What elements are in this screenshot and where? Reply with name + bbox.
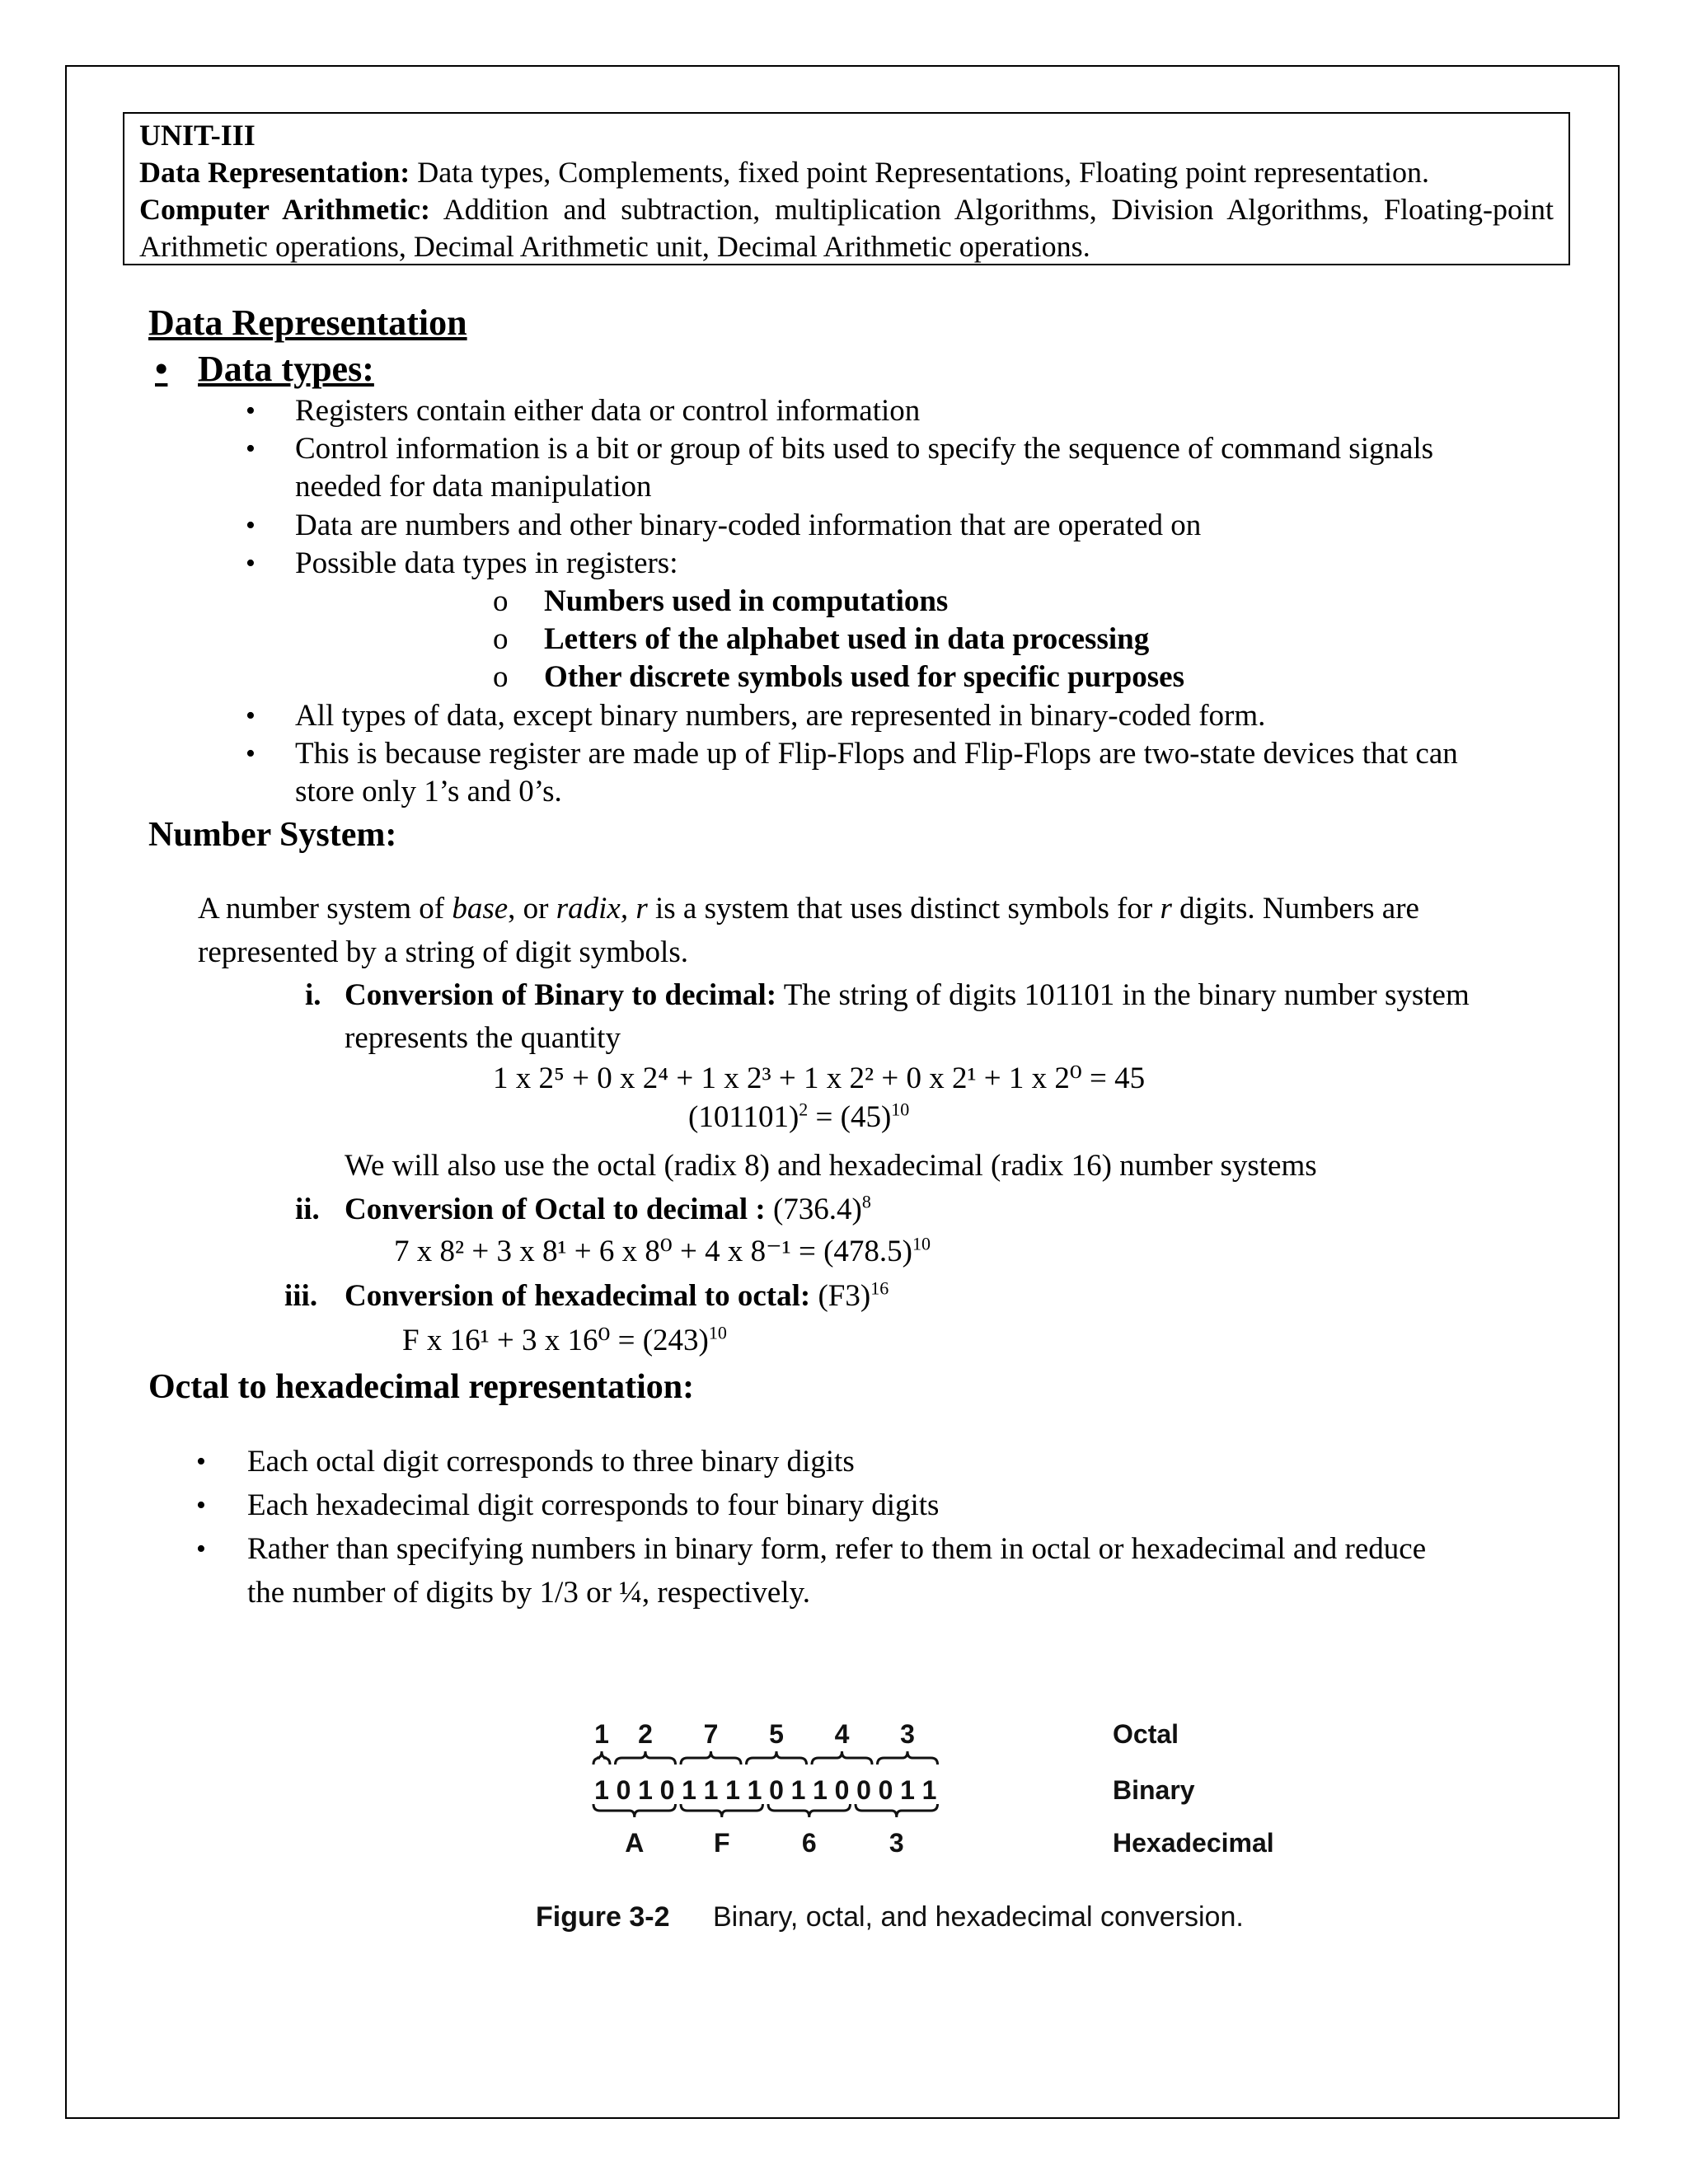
equation-binary-expansion: 1 x 2⁵ + 0 x 2⁴ + 1 x 2³ + 1 x 2² + 0 x 2¹ + 1 x 2⁰ = 45 [493,1062,1146,1095]
section-heading-number-system: Number System: [148,816,397,854]
sub-list-marker: o [493,584,509,618]
hex-digit: 6 [801,1828,817,1858]
row-label-hexadecimal: Hexadecimal [1113,1828,1274,1858]
binary-digit: 1 [725,1775,740,1805]
binary-digit: 0 [878,1775,893,1805]
list-item-continued: needed for data manipulation [295,470,652,504]
list-item-continued: the number of digits by 1/3 or ¼, respectively. [247,1576,810,1610]
list-item: This is because register are made up of Flip-Flops and Flip-Flops are two-state devices that can [295,737,1458,771]
octal-brace [616,1751,676,1765]
octal-to-decimal-item: Conversion of Octal to decimal : $(736.4)^8$ [345,1191,871,1226]
list-item: Rather than specifying numbers in binary form, refer to them in octal or hexadecimal and reduce [247,1532,1427,1566]
sub-list-marker: o [493,622,509,656]
bullet: • [246,510,256,541]
octal-digit: 7 [703,1719,719,1749]
octal-digit: 3 [900,1719,915,1749]
binary-digit: 1 [813,1775,828,1805]
binary-digit: 1 [703,1775,719,1805]
bullet: • [196,1446,206,1477]
hex-to-octal-item: Conversion of hexadecimal to octal: $(F3)^{16}$ [345,1277,889,1313]
octal-digit: 5 [769,1719,784,1749]
binary-digit: 0 [856,1775,871,1805]
octal-digit: 4 [834,1719,850,1749]
computer-arithmetic-summary [139,191,1554,265]
octal-digit: 2 [638,1719,653,1749]
bullet: • [155,349,168,389]
dr-text: Data types, Complements, fixed point Representations, Floating point representation. [410,156,1430,189]
sub-list-item: Other discrete symbols used for specific purposes [544,660,1184,694]
binary-to-decimal-item: Conversion of Binary to decimal: The string of digits 101101 in the binary number system [345,978,1470,1012]
dr-label: Data Representation: [139,156,410,189]
bullet: • [246,548,256,579]
binary-digit: 0 [769,1775,784,1805]
hex-brace [856,1804,938,1817]
figure-caption-label: Figure 3-2 [536,1901,670,1933]
hex-brace [768,1804,851,1817]
hex-digit: A [625,1828,645,1858]
section-heading-data-representation: Data Representation [148,302,467,343]
sub-list-marker: o [493,660,509,694]
binary-digit: 1 [900,1775,915,1805]
row-label-binary: Binary [1113,1775,1195,1805]
sub-heading-data-types: Data types: [198,349,374,389]
list-item: Each octal digit corresponds to three binary digits [247,1445,855,1479]
bullet: • [196,1534,206,1564]
octal-brace [878,1751,938,1765]
binary-digit: 1 [682,1775,696,1805]
data-representation-summary [139,154,1554,191]
octal-brace [681,1751,741,1765]
octal-brace [593,1751,610,1765]
conversion-figure [536,1710,1319,1949]
bullet: • [246,701,256,731]
binary-to-decimal-item-line2: represents the quantity [345,1021,621,1055]
equation-octal-expansion: 7 x 8² + 3 x 8¹ + 6 x 8⁰ + 4 x $8^{-1} = (478.5)^{10}$ [394,1233,931,1268]
equation-hex-expansion: F x 16¹ + 3 x $16^0 = (243)^{10}$ [402,1322,727,1357]
list-item: Possible data types in registers: [295,546,678,580]
octal-brace [812,1751,872,1765]
number-system-paragraph-line2: represented by a string of digit symbols. [198,935,688,969]
binary-digit: 0 [834,1775,850,1805]
octal-digit: 1 [594,1719,609,1749]
binary-digit: 0 [659,1775,675,1805]
hex-brace [593,1804,676,1817]
list-item: Data are numbers and other binary-coded information that are operated on [295,509,1202,542]
number-system-paragraph: A number system of base, or radix, r is a system that uses distinct symbols for r digits. Numbers are [198,892,1419,926]
sub-list-item: Numbers used in computations [544,584,949,618]
bullet: • [246,396,256,426]
binary-digit: 1 [638,1775,653,1805]
binary-digit: 1 [594,1775,609,1805]
list-item: Each hexadecimal digit corresponds to four binary digits [247,1488,940,1522]
hex-digit: F [713,1828,730,1858]
section-heading-octal-to-hex: Octal to hexadecimal representation: [148,1368,695,1406]
list-item: All types of data, except binary numbers, are represented in binary-coded form. [295,699,1266,733]
item-number-i: i. [305,978,321,1012]
binary-digit: 1 [921,1775,937,1805]
unit-summary-box [123,112,1570,265]
ca-text: Addition and subtraction, multiplication Algorithms, Division Algorithms, Floating-point Arithmetic operations, Decimal Arithmetic unit, Decimal Arithmetic operations. [139,193,1554,263]
hex-brace [681,1804,763,1817]
binary-digit: 0 [616,1775,631,1805]
sub-list-item: Letters of the alphabet used in data processing [544,622,1150,656]
unit-title: UNIT-III [139,119,256,152]
list-item-continued: store only 1’s and 0’s. [295,775,562,808]
octal-hex-note: We will also use the octal (radix 8) and hexadecimal (radix 16) number systems [345,1149,1317,1183]
item-number-iii: iii. [284,1279,318,1313]
octal-brace [747,1751,807,1765]
binary-digit: 1 [790,1775,806,1805]
bullet: • [246,738,256,769]
equation-binary-result: $(101101)^2 = (45)^{10}$ [688,1099,910,1134]
list-item: Control information is a bit or group of bits used to specify the sequence of command signals [295,432,1434,466]
ca-label: Computer Arithmetic: [139,193,431,226]
row-label-octal: Octal [1113,1719,1179,1749]
item-number-ii: ii. [295,1193,320,1226]
binary-digit: 1 [747,1775,762,1805]
bullet: • [246,434,256,464]
hex-digit: 3 [889,1828,904,1858]
bullet: • [196,1490,206,1521]
list-item: Registers contain either data or control information [295,394,921,428]
figure-caption-text: Binary, octal, and hexadecimal conversion. [713,1901,1244,1933]
